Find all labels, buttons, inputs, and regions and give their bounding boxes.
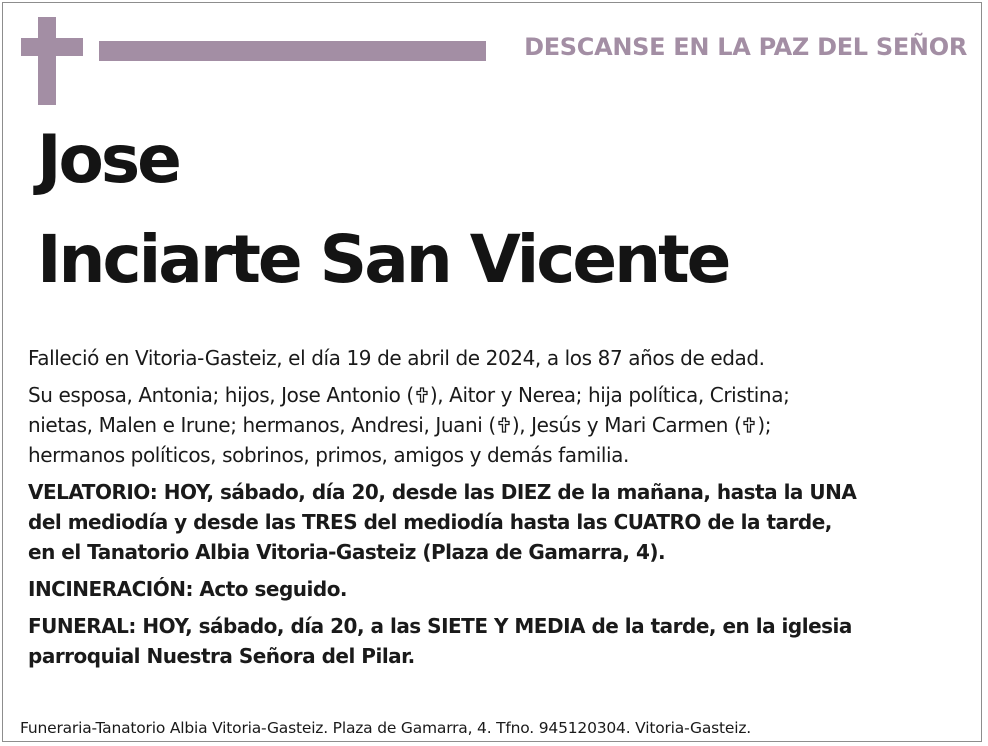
family-text: ), Jesús y Mari Carmen ( [511,413,742,437]
cremation-notice: INCINERACIÓN: Acto seguido. [28,577,348,601]
family-line-1 [28,380,973,410]
cross-icon-arm [21,38,83,56]
family-text: ); [757,413,772,437]
family-text: nietas, Malen e Irune; hermanos, Andresi, Juani ( [28,413,496,437]
wake-paragraph [28,477,973,567]
obituary-notice [2,2,982,742]
deceased-surnames: Inciarte San Vicente [37,221,729,298]
header-motto: DESCANSE EN LA PAZ DEL SEÑOR [524,33,967,61]
wake-line-1: VELATORIO: HOY, sábado, día 20, desde las DIEZ de la mañana, hasta la UNA [28,480,857,504]
wake-line-2: del mediodía y desde las TRES del mediodía hasta las CUATRO de la tarde, [28,510,832,534]
family-text: Su esposa, Antonia; hijos, Jose Antonio ( [28,383,414,407]
funeral-line-1: FUNERAL: HOY, sábado, día 20, a las SIETE Y MEDIA de la tarde, en la iglesia [28,614,852,638]
funeral-paragraph [28,611,973,671]
family-paragraph [28,380,973,470]
announcement-body [28,343,973,678]
header-divider-bar [99,41,486,61]
family-text: ), Aitor y Nerea; hija política, Cristina; [429,383,790,407]
funeral-line-2: parroquial Nuestra Señora del Pilar. [28,644,415,668]
deceased-first-name: Jose [37,121,179,198]
family-line-3: hermanos políticos, sobrinos, primos, amigos y demás familia. [28,443,629,467]
family-line-2 [28,410,973,440]
deceased-cross-icon [497,417,511,433]
death-notice: Falleció en Vitoria-Gasteiz, el día 19 de abril de 2024, a los 87 años de edad. [28,346,765,370]
funeral-home-footer: Funeraria-Tanatorio Albia Vitoria-Gasteiz. Plaza de Gamarra, 4. Tfno. 945120304. Vitoria-Gasteiz. [20,719,752,737]
deceased-cross-icon [415,387,429,403]
wake-line-3: en el Tanatorio Albia Vitoria-Gasteiz (Plaza de Gamarra, 4). [28,540,666,564]
cross-icon [38,17,56,105]
deceased-cross-icon [742,417,756,433]
